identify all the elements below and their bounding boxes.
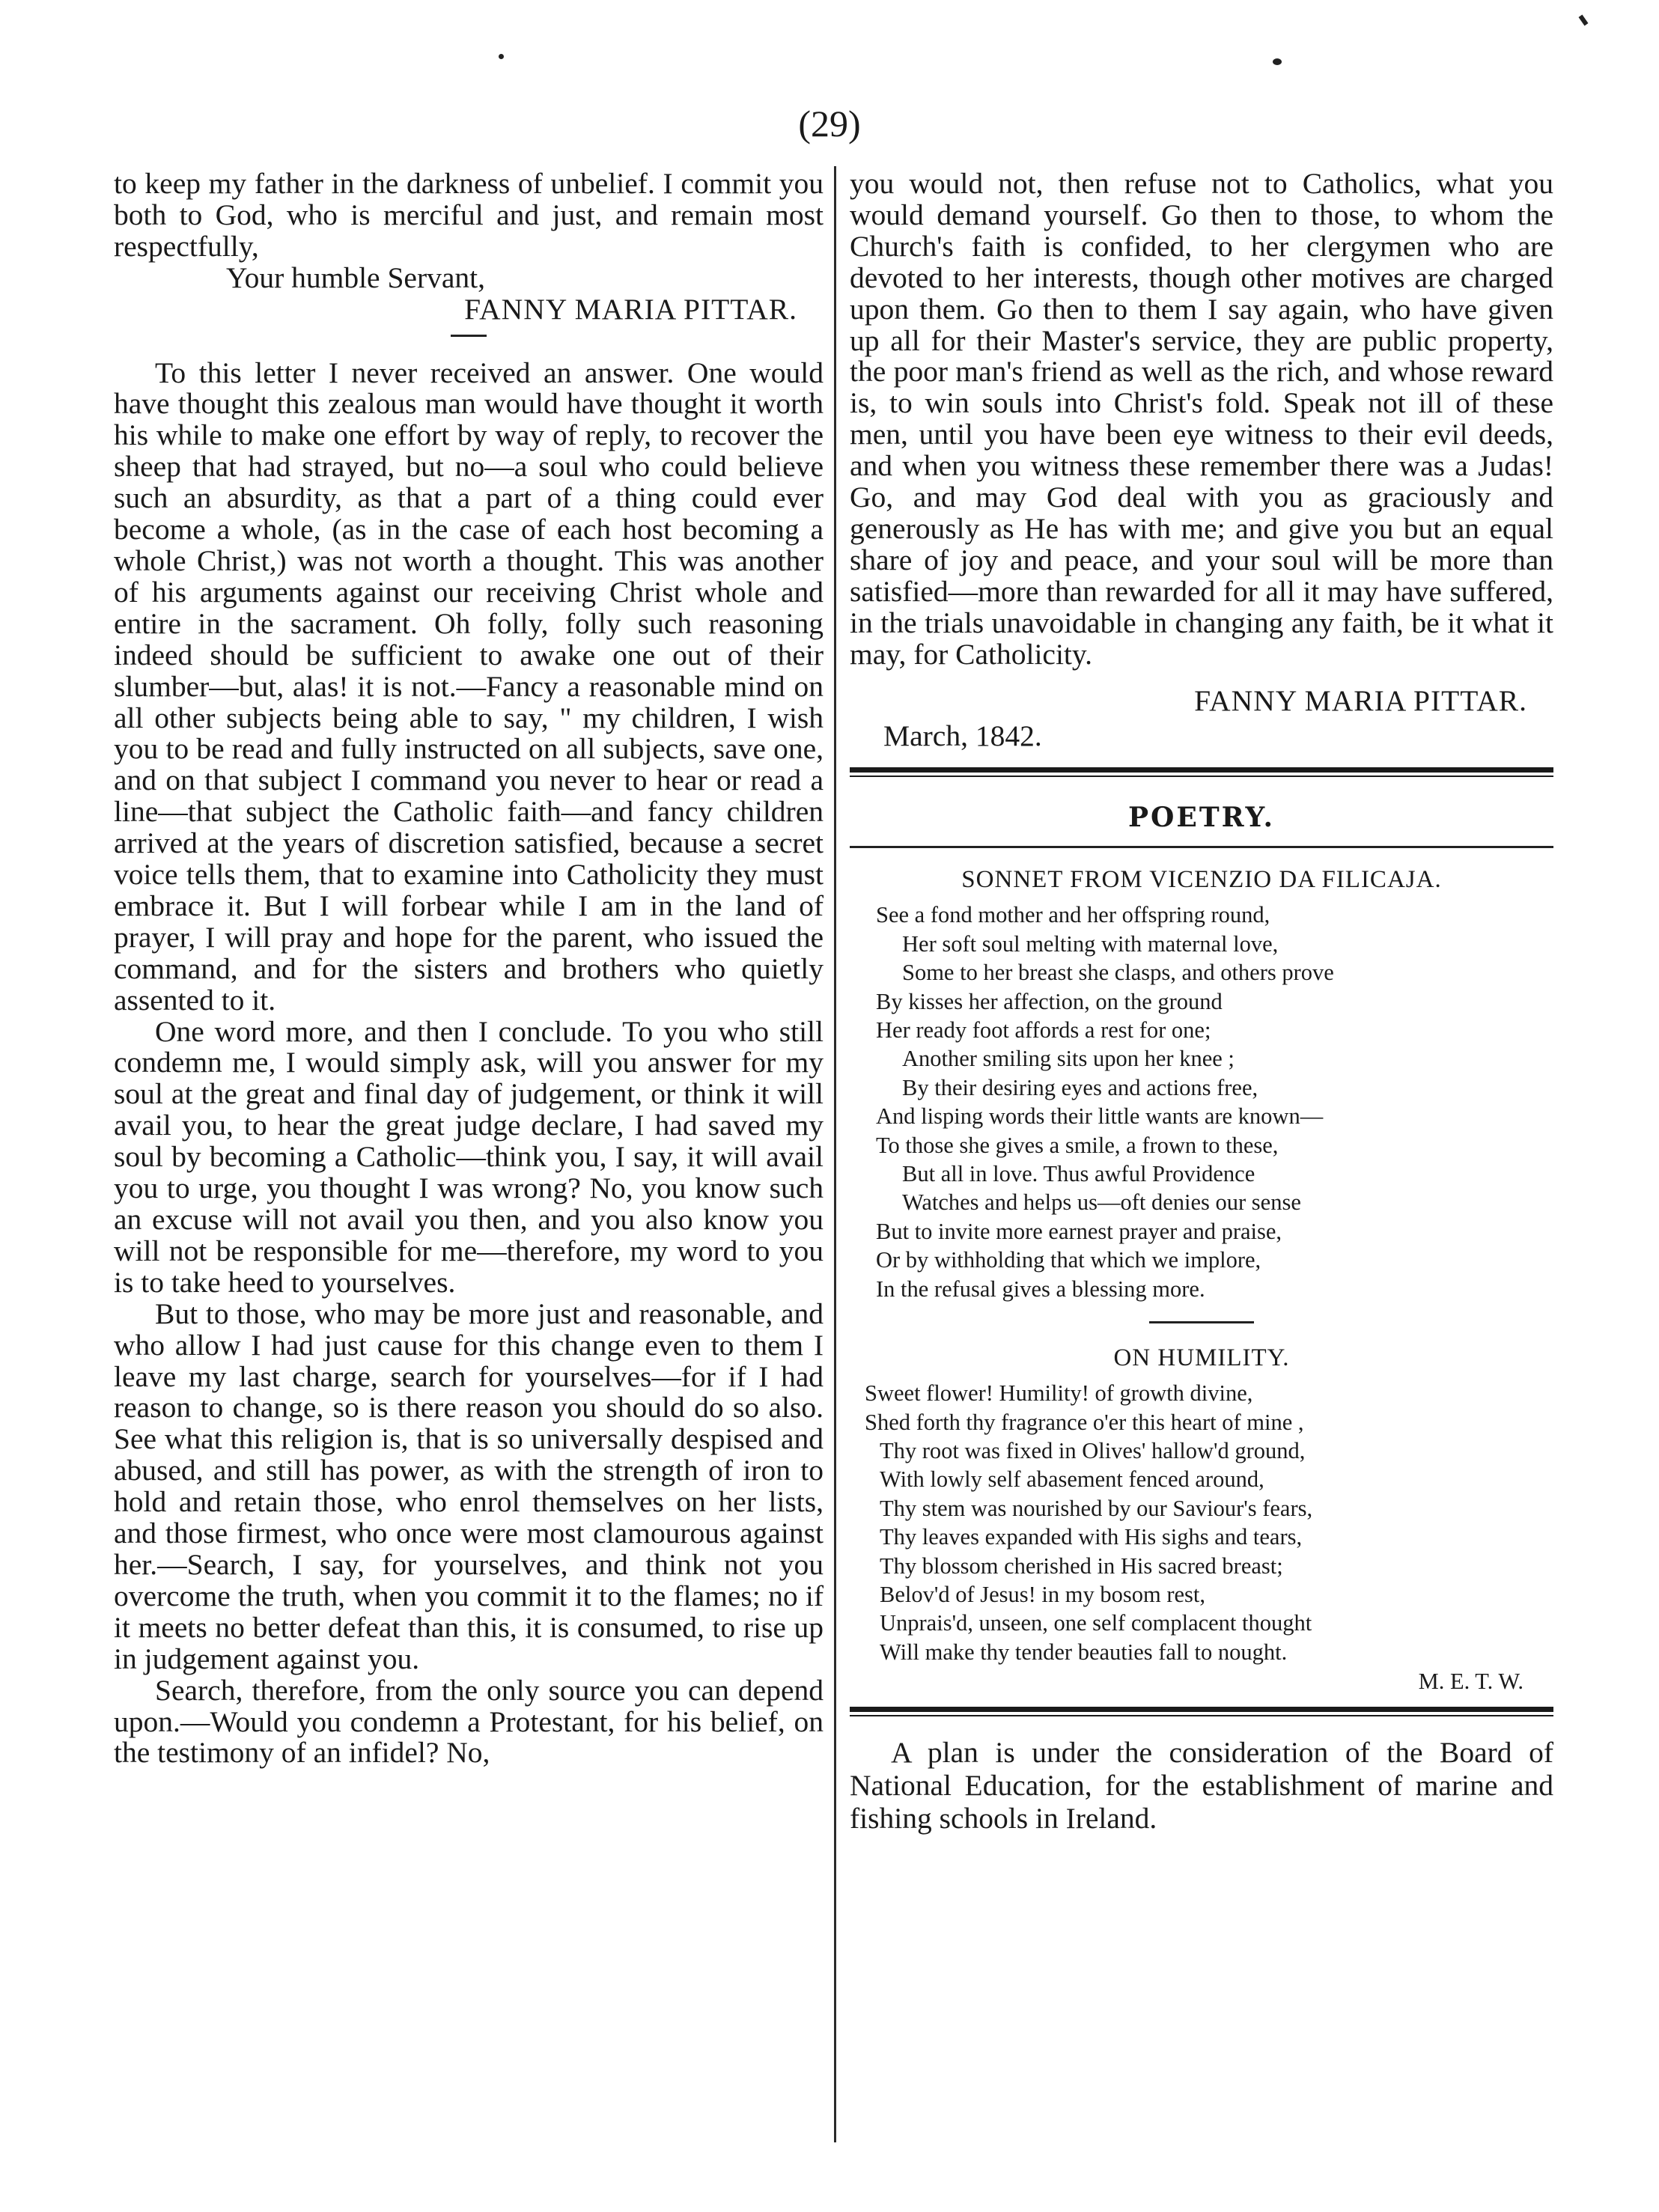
humility-poem-title: ON HUMILITY. [1113,1344,1290,1372]
poem-line: And lisping words their little wants are known— [876,1103,1324,1130]
poem-divider [1149,1321,1254,1323]
section-divider [850,767,1553,777]
poem-line: Another smiling sits upon her knee ; [902,1046,1235,1072]
poem-line: Thy leaves expanded with His sighs and tears, [880,1524,1303,1550]
poem-line: Shed forth thy fragrance o'er this heart of mine , [865,1409,1304,1435]
poem-line: Belov'd of Jesus! in my bosom rest, [880,1581,1206,1607]
poem-line: Thy blossom cherished in His sacred breast; [880,1553,1283,1579]
poem-line: But all in love. Thus awful Providence [902,1161,1255,1187]
poem-line: In the refusal gives a blessing more. [876,1276,1205,1302]
left-column [114,168,824,1769]
poem-line: By kisses her affection, on the ground [876,988,1223,1014]
letter-signature: FANNY MARIA PITTAR. [1194,683,1527,717]
poem-line: Watches and helps us—oft denies our sense [902,1189,1301,1216]
poem-line: Her ready foot affords a rest for one; [876,1017,1211,1043]
column-rule [834,166,836,2142]
poem-line: Sweet flower! Humility! of growth divine, [865,1380,1253,1407]
short-divider [451,335,487,337]
poem-line: Thy stem was nourished by our Saviour's fears, [880,1495,1313,1521]
letter-signature: FANNY MARIA PITTAR. [464,292,797,326]
article-continuation: you would not, then refuse not to Catholics, what you would demand yourself. Go then to those, to whom the Church's faith is confided, to her clergymen who are devoted to her interests, though other motives are charged upon them. Go then to them I say again, who have given up all for their Master's service, they are public property, the poor man's friend as well as the rich, and whose reward is, to win souls into Christ's fold. Speak not ill of these men, until you have been eye witness to their evil deeds, and when you witness these remember there was a Judas! Go, and may God deal with you as graciously and generously as He has with me; and give you but an equal share of joy and peace, and your soul will be more than satisfied—more than rewarded for all it may have suffered, in the trials unavoidable in changing any faith, be it what it may, for Catholicity. [850,167,1553,671]
heading-rule [850,846,1553,848]
poetry-heading: POETRY. [1127,802,1276,834]
letter-closing-paragraph: to keep my father in the darkness of unbelief. I commit you both to God, who is merciful and just, and remain most respectfully, [114,167,824,263]
poem-line: To those she gives a smile, a frown to these, [876,1132,1279,1158]
poem-line: Thy root was fixed in Olives' hallow'd ground, [880,1437,1306,1463]
notice-divider-thick [850,1707,1553,1712]
print-speck [1273,58,1282,65]
poem-line: Will make thy tender beauties fall to nought. [880,1639,1288,1665]
page-number: (29) [798,103,861,144]
article-paragraph: Search, therefore, from the only source you can depend upon.—Would you condemn a Protestant, for his belief, on the testimony of an infidel? No, [114,1673,824,1770]
print-speck [499,54,504,59]
poem-line: Unprais'd, unseen, one self complacent thought [880,1610,1312,1636]
letter-closing: Your humble Servant, [226,260,485,294]
poem-line: By their desiring eyes and actions free, [902,1074,1258,1100]
article-paragraph: But to those, who may be more just and reasonable, and who allow I had just cause for this change even to them I leave my last charge, search for yourselves—for if I had reason to change, so is there reason you should do so also. See what this religion is, that is so universally despised and abused, and still has power, as with the strength of iron to hold and retain those, who enrol themselves on her lists, and those firmest, who once were most clamourous against her.—Search, I say, for yourselves, and think not you overcome the truth, when you commit it to the flames; no if it meets no better defeat than this, it is consumed, to rise up in judgement against you. [114,1297,824,1675]
poem-line: See a fond mother and her offspring round, [876,902,1270,928]
poem-initials: M. E. T. W. [1418,1669,1523,1695]
poem-line: But to invite more earnest prayer and praise, [876,1218,1282,1244]
letter-date: March, 1842. [883,719,1042,753]
notice-divider [850,1707,1553,1716]
print-speck [1579,15,1589,26]
right-column [850,168,1553,1835]
article-paragraph: To this letter I never received an answer. One would have thought this zealous man would have thought it worth his while to make one effort by way of reply, to recover the sheep that had strayed, but no—a soul who could believe such an absurdity, as that a part of a thing could ever become a whole, (as in the case of each host becoming a whole Christ,) was not worth a thought. This was another of his arguments against our receiving Christ whole and entire in the sacrament. Oh folly, folly such reasoning indeed should be sufficient to awake one out of their slumber—but, alas! it is not.—Fancy a reasonable mind on all other subjects being able to say, " my children, I wish you to be read and fully instructed on all subjects, save one, and on that subject I command you never to hear or read a line—that subject the Catholic faith—and fancy children arrived at the years of discretion satisfied, because a secret voice tells them, that to examine into Catholicity they must embrace it. But I will forbear while I am in the land of prayer, I will pray and hope for the parent, who issued the command, and for the sisters and brothers who quietly assented to it. [114,356,824,1017]
poem-line: Some to her breast she clasps, and others prove [902,960,1334,986]
poem-line: Her soft soul melting with maternal love, [902,930,1279,957]
poem-line: Or by withholding that which we implore, [876,1247,1261,1273]
sonnet-title: SONNET FROM VICENZIO DA FILICAJA. [961,866,1442,894]
sonnet-body [850,901,1553,1303]
education-notice: A plan is under the consideration of the Board of National Education, for the establishment of marine and fishing schools in Ireland. [850,1736,1553,1835]
notice-divider-thin [850,1715,1553,1716]
humility-poem-body [850,1379,1553,1666]
poem-line: With lowly self abasement fenced around, [880,1466,1264,1493]
article-paragraph: One word more, and then I conclude. To you who still condemn me, I would simply ask, will you answer for my soul at the great and final day of judgement, or think it will avail you, to hear the great judge declare, I had saved my soul by becoming a Catholic—think you, I say, it will avail you to urge, you thought I was wrong? No, you know such an excuse will not avail you then, and you also know you will not be responsible for me—therefore, my word to you is to take heed to yourselves. [114,1014,824,1299]
section-divider-thick [850,767,1553,773]
section-divider-thin [850,776,1553,777]
